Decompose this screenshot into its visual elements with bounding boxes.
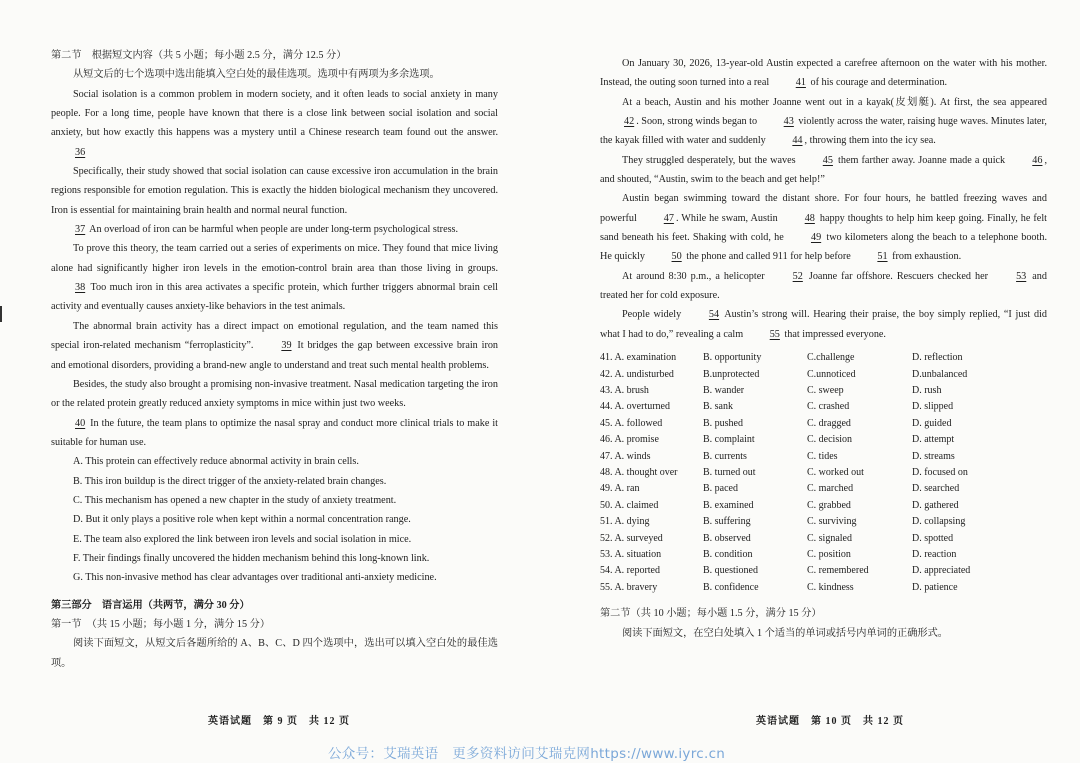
cloze-text: People widely [622, 309, 685, 321]
cloze-paragraph-2 [600, 93, 1047, 151]
choice-45-a: 45. A. followed [600, 417, 663, 429]
choice-55-c: C. kindness [807, 581, 854, 593]
cloze-text: At a beach, Austin and his mother Joanne went out in a kayak(皮划艇). At first, the sea appeared [622, 96, 1047, 108]
choice-55-b: B. confidence [703, 581, 759, 593]
cloze-text: from exhaustion. [889, 251, 962, 263]
blank-52: 52 [792, 270, 803, 282]
cloze-text: Austin’s strong will. Hearing their praise, the boy simply replied, “I just did what I had to do,” revealing a calm [600, 309, 1047, 340]
choice-41-c: C.challenge [807, 352, 855, 364]
choice-42-c: C.unnoticed [807, 368, 856, 380]
choice-54-a: 54. A. reported [600, 565, 660, 577]
option-d: D. But it only plays a positive role when kept within a normal concentration range. [73, 514, 411, 526]
option-b: B. This iron buildup is the direct trigger of the anxiety-related brain changes. [73, 475, 387, 487]
cloze-text: Austin began swimming toward the distant shore. For four hours, he battled freezing waves and powerful [600, 193, 1047, 224]
cloze-text: violently across the water, raising huge waves. Minutes later, the kayak filled with water and suddenly [600, 116, 1047, 147]
choice-47-c: C. tides [807, 450, 838, 462]
part3-instruction: 阅读下面短文，从短文后各题所给的 A、B、C、D 四个选项中，选出可以填入空白处的最佳选项。 [51, 638, 498, 669]
passage-paragraph-4: The abnormal brain activity has a direct impact on emotional regulation, and the team named this special iron-related mechanism “ferroplasticity”. 39 It bridges the gap between excessive brain iron and emotional disorders, providing a brand-new angle to understand and treat such mental health problems. [51, 320, 499, 371]
section2-instruction: 从短文后的七个选项中选出能填入空白处的最佳选项。选项中有两项为多余选项。 [73, 69, 440, 81]
choice-50-c: C. grabbed [807, 499, 851, 511]
cloze-text: Joanne far offshore. Rescuers checked her [804, 270, 993, 282]
choice-row-43 [600, 383, 1047, 399]
watermark: 公众号：艾瑞英语 更多资料访问艾瑞克网https://www.iyrc.cn [328, 746, 726, 762]
blank-55: 55 [769, 328, 780, 340]
cloze-text: , and shouted, “Austin, swim to the beach and get help!” [600, 154, 1047, 186]
blank-39: 39 [281, 340, 292, 352]
choice-51-c: C. surviving [807, 516, 857, 528]
choice-47-d: D. streams [912, 450, 955, 462]
choice-54-b: B. questioned [703, 565, 758, 577]
choice-54-d: D. appreciated [912, 565, 971, 577]
choice-55-a: 55. A. bravery [600, 581, 658, 593]
part3-header: 第三部分 语言运用（共两节，满分 30 分） [51, 599, 250, 611]
passage-paragraph-5: Besides, the study also brought a promising non-invasive treatment. Nasal medication targeting the iron or the related protein greatly reduced anxiety symptoms in mice within just two weeks. 40 In the future, the team plans to optimize the nasal spray and conduct more clinical trials to make it suitable for human use. [51, 378, 498, 448]
choice-50-a: 50. A. claimed [600, 499, 659, 511]
blank-40: 40 [75, 417, 86, 429]
choice-row-41 [600, 350, 1047, 366]
choice-45-c: C. dragged [807, 417, 851, 429]
choice-46-c: C. decision [807, 434, 852, 446]
cloze-paragraph-6 [600, 305, 1047, 344]
choice-48-c: C. worked out [807, 467, 864, 478]
choice-49-c: C. marched [807, 483, 854, 495]
blank-42: 42 [624, 116, 635, 128]
choice-47-a: 47. A. winds [600, 450, 651, 462]
choice-53-a: 53. A. situation [600, 549, 662, 561]
cloze-text: and treated her for cold exposure. [600, 270, 1047, 302]
choice-44-a: 44. A. overturned [600, 401, 670, 413]
blank-41: 41 [795, 77, 806, 89]
section2-header-right: 第二节（共 10 小题；每小题 1.5 分，满分 15 分） [600, 608, 822, 620]
option-a: A. This protein can effectively reduce abnormal activity in brain cells. [73, 456, 359, 468]
choice-row-52 [600, 531, 1047, 547]
cloze-text: the phone and called 911 for help before [683, 251, 854, 263]
choice-53-d: D. reaction [912, 549, 957, 561]
cloze-text: two kilometers along the beach to a telephone booth. He quickly [600, 232, 1047, 263]
blank-43: 43 [783, 116, 794, 128]
blank-46: 46 [1032, 154, 1043, 166]
blank-45: 45 [822, 154, 833, 166]
passage-paragraph-1: Social isolation is a common problem in modern society, and it often leads to social anxiety in many people. For a long time, people have known that there is a close link between social isolation and social anxiety, but how exactly this happens was a mystery until a Chinese research team found out the answer. 36 [51, 85, 498, 162]
page-10-content [600, 54, 1047, 643]
choice-row-48 [600, 465, 1047, 481]
choice-52-d: D. spotted [912, 532, 954, 544]
choice-row-55 [600, 580, 1047, 596]
choice-46-a: 46. A. promise [600, 434, 659, 446]
choice-43-b: B. wander [703, 384, 745, 396]
option-f: F. Their findings finally uncovered the hidden mechanism behind this long-known link. [73, 552, 430, 564]
cloze-choices-table [600, 350, 1047, 596]
choice-44-b: B. sank [703, 401, 733, 413]
blank-38: 38 [75, 282, 86, 294]
choice-42-a: 42. A. undisturbed [600, 368, 674, 380]
choice-row-53 [600, 547, 1047, 563]
page-9-footer: 英语试题 第 9 页 共 12 页 [208, 716, 350, 727]
cloze-text: On January 30, 2026, 13-year-old Austin expected a carefree afternoon on the water with his mother. Instead, the outing soon turned into a real [600, 58, 1047, 89]
cloze-text: that impressed everyone. [781, 328, 886, 340]
choice-52-a: 52. A. surveyed [600, 532, 663, 544]
cloze-text: . Soon, strong winds began to [636, 116, 760, 128]
choice-51-b: B. suffering [703, 516, 751, 528]
choice-48-d: D. focused on [912, 467, 968, 478]
blank-37: 37 [75, 224, 86, 236]
choice-row-45 [600, 416, 1047, 432]
choice-42-d: D.unbalanced [912, 368, 968, 380]
cloze-text: At around 8:30 p.m., a helicopter [622, 270, 769, 282]
option-g: G. This non-invasive method has clear advantages over traditional anti-anxiety medicine. [73, 572, 437, 584]
choice-52-b: B. observed [703, 532, 751, 544]
part3-section1-header: 第一节 （共 15 小题；每小题 1 分，满分 15 分） [51, 618, 271, 630]
blank-54: 54 [708, 309, 720, 321]
choice-46-b: B. complaint [703, 434, 755, 446]
blank-50: 50 [671, 251, 682, 263]
passage-paragraph-3: To prove this theory, the team carried out a series of experiments on mice. They found that mice living alone had significantly higher iron levels in the emotion-control brain area than those living in groups. 38 Too much iron in this area activates a specific protein, which further triggers abnormal brain cell activity and eventually causes anxiety-like behaviors in the test animals. [51, 243, 498, 313]
choice-row-42 [600, 367, 1047, 383]
page-10-footer: 英语试题 第 10 页 共 12 页 [756, 716, 904, 727]
choice-row-46 [600, 432, 1047, 448]
blank-36: 36 [75, 146, 86, 158]
choice-44-d: D. slipped [912, 401, 954, 413]
choice-row-51 [600, 514, 1047, 530]
choice-50-b: B. examined [703, 499, 754, 511]
choice-row-50 [600, 498, 1047, 514]
choice-44-c: C. crashed [807, 401, 850, 413]
choice-50-d: D. gathered [912, 499, 959, 511]
choice-53-c: C. position [807, 549, 851, 561]
choice-row-47 [600, 449, 1047, 465]
choice-41-d: D. reflection [912, 352, 963, 364]
cloze-text: them farther away. Joanne made a quick [834, 154, 1009, 166]
choice-41-b: B. opportunity [703, 352, 762, 364]
choice-43-d: D. rush [912, 384, 942, 396]
choice-43-a: 43. A. brush [600, 384, 649, 396]
cloze-text: of his courage and determination. [807, 77, 948, 89]
choice-48-a: 48. A. thought over [600, 467, 678, 478]
cloze-text: happy thoughts to help him keep going. Finally, he felt sand beneath his feet. Shaking with cold, he [600, 212, 1047, 244]
choice-row-44 [600, 399, 1047, 415]
choice-52-c: C. signaled [807, 532, 852, 544]
cloze-paragraph-5 [600, 267, 1047, 306]
choice-51-d: D. collapsing [912, 516, 966, 528]
choice-47-b: B. currents [703, 450, 747, 462]
choice-42-b: B.unprotected [703, 368, 760, 380]
option-e: E. The team also explored the link between iron levels and social isolation in mice. [73, 533, 412, 545]
blank-44: 44 [792, 135, 803, 147]
choice-49-b: B. paced [703, 483, 738, 495]
passage-paragraph-2: Specifically, their study showed that social isolation can cause excessive iron accumulation in the brain regions responsible for emotion regulation. This is exactly the hidden biological mechanism they uncovered. Iron is essential for maintaining brain health and normal neural function. 37 An overload of iron can be harmful when people are under long-term psychological stress. [51, 162, 498, 239]
choice-48-b: B. turned out [703, 467, 756, 478]
choice-45-d: D. guided [912, 417, 952, 429]
choice-53-b: B. condition [703, 549, 753, 561]
choice-43-c: C. sweep [807, 384, 844, 396]
cloze-paragraph-3 [600, 151, 1047, 190]
blank-47: 47 [663, 212, 674, 224]
option-c: C. This mechanism has opened a new chapter in the study of anxiety treatment. [73, 494, 397, 506]
choice-54-c: C. remembered [807, 565, 869, 577]
choice-49-d: D. searched [912, 483, 960, 495]
cloze-text: They struggled desperately, but the waves [622, 154, 799, 166]
page-9-content [51, 46, 498, 673]
choice-41-a: 41. A. examination [600, 352, 677, 364]
choice-49-a: 49. A. ran [600, 483, 640, 495]
choice-row-49 [600, 481, 1047, 497]
blank-53: 53 [1016, 270, 1027, 282]
cloze-paragraph-4 [600, 189, 1047, 266]
blank-49: 49 [810, 232, 822, 244]
cloze-text: , throwing them into the icy sea. [804, 135, 936, 147]
choice-46-d: D. attempt [912, 434, 955, 446]
cloze-text: . While he swam, Austin [675, 212, 781, 224]
choice-51-a: 51. A. dying [600, 516, 650, 528]
section2-header: 第二节 根据短文内容（共 5 小题；每小题 2.5 分，满分 12.5 分） [51, 50, 347, 61]
cloze-paragraph-1 [600, 54, 1047, 93]
section2-instruction-right: 阅读下面短文，在空白处填入 1 个适当的单词或括号内单词的正确形式。 [622, 627, 948, 639]
page-10 [540, 0, 1080, 763]
blank-48: 48 [804, 212, 815, 224]
choice-55-d: D. patience [912, 581, 958, 593]
choice-row-54 [600, 563, 1047, 579]
cloze-passage [600, 54, 1047, 344]
blank-51: 51 [877, 251, 888, 263]
choice-45-b: B. pushed [703, 417, 743, 429]
